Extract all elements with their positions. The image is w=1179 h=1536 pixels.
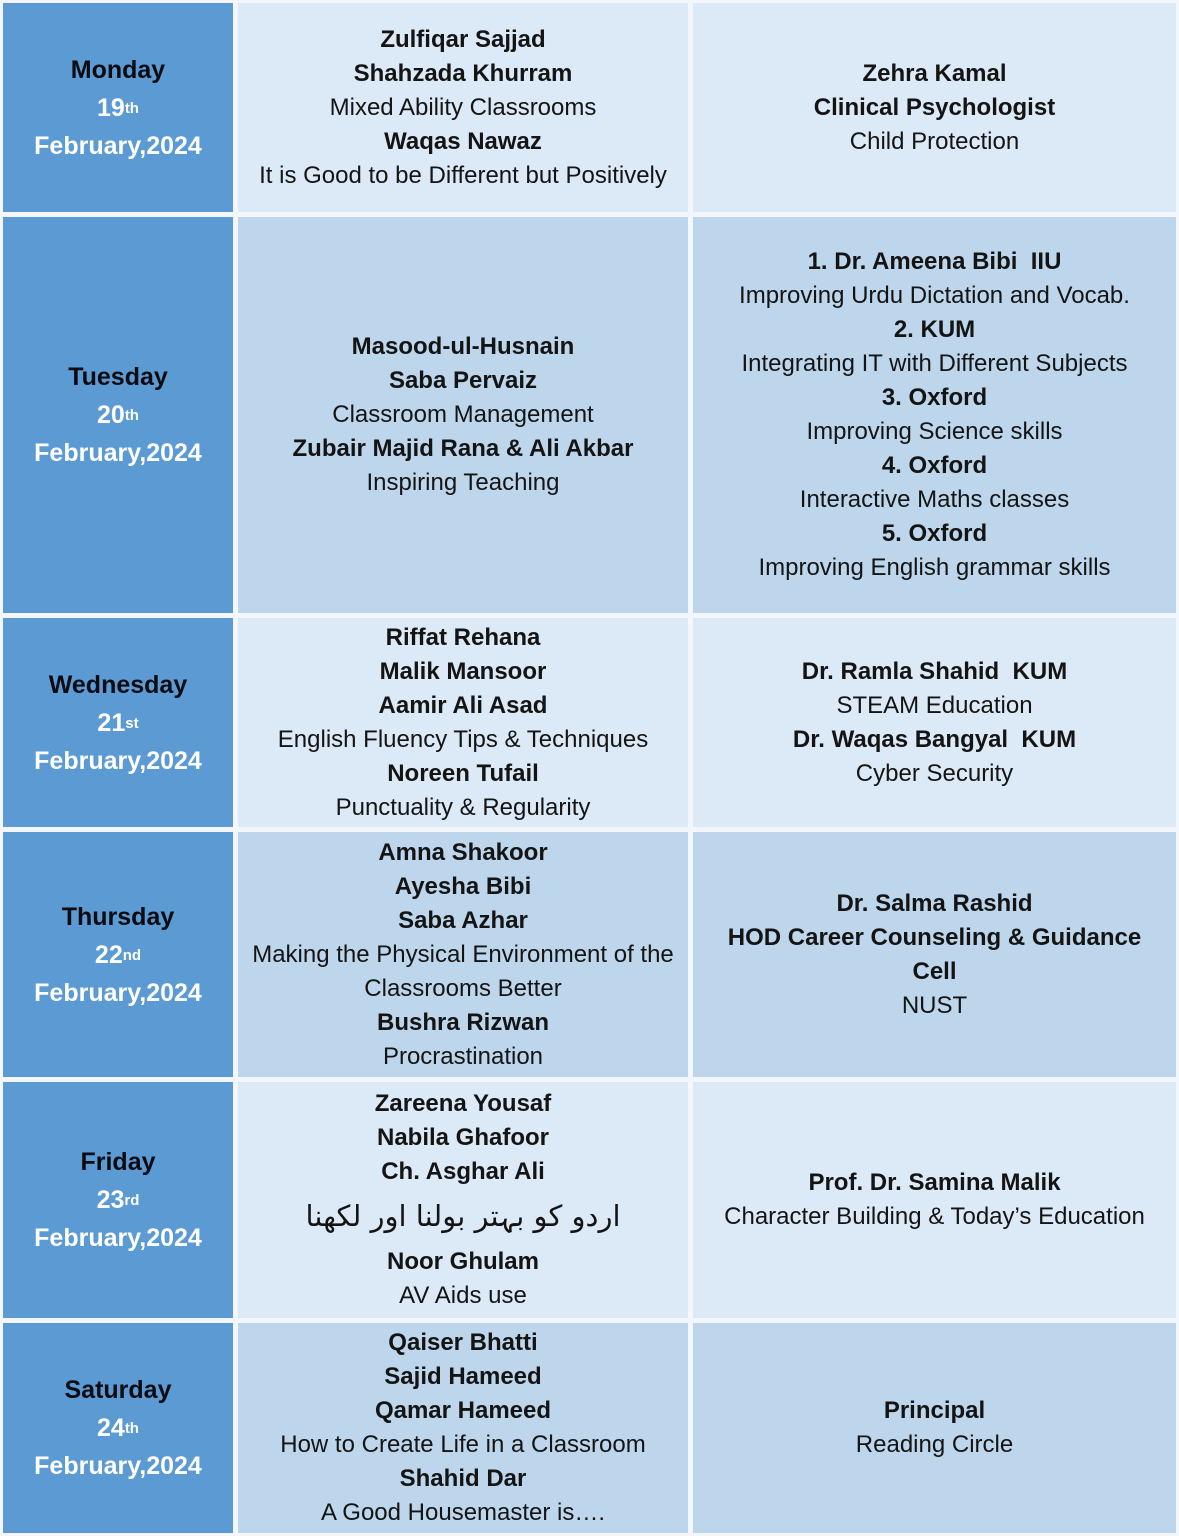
speaker-name: Aamir Ali Asad (378, 691, 548, 719)
speaker-name: Nabila Ghafoor (376, 1124, 550, 1151)
topic: Mixed Ability Classrooms (329, 93, 597, 121)
date-number: 24 (97, 1414, 125, 1442)
speaker-name: Saba Azhar (398, 906, 528, 934)
day-cell-saturday (3, 1323, 233, 1533)
speaker-name: Shahzada Khurram (353, 59, 573, 87)
speaker-name: Qamar Hameed (374, 1397, 552, 1424)
day-cell-thursday (3, 832, 233, 1077)
topic: Punctuality & Regularity (335, 793, 591, 821)
speaker-name: Shahid Dar (399, 1465, 527, 1492)
resource-person-name: Zehra Kamal (862, 59, 1007, 87)
speakers-topics-cell-tuesday (238, 217, 688, 613)
resource-person-name: Prof. Dr. Samina Malik (808, 1169, 1061, 1196)
speaker-name: Zubair Majid Rana & Ali Akbar (292, 435, 634, 462)
day-month-year: February,2024 (34, 1224, 202, 1252)
date-ordinal: nd (122, 946, 142, 964)
day-name: Saturday (64, 1376, 172, 1404)
day-month-year: February,2024 (34, 131, 202, 160)
resource-person-name: 1. Dr. Ameena Bibi IIU (807, 248, 1062, 275)
resource-person-name: Principal (883, 1397, 986, 1424)
day-cell-friday (3, 1082, 233, 1318)
speaker-name: Zareena Yousaf (374, 1090, 552, 1117)
date-ordinal: st (125, 714, 139, 732)
date-number: 22 (94, 940, 123, 969)
speaker-name: Riffat Rehana (385, 623, 541, 651)
speakers-topics-cell-saturday (238, 1323, 688, 1533)
topic: AV Aids use (399, 1282, 527, 1309)
topic: Cyber Security (855, 759, 1014, 787)
resource-person-name: 3. Oxford (881, 384, 988, 411)
day-date (97, 1181, 140, 1219)
speaker-name: Noor Ghulam (386, 1248, 539, 1275)
topic: STEAM Education (836, 691, 1033, 719)
day-date (97, 89, 139, 127)
speakers-topics-cell-friday (238, 1082, 688, 1318)
topic: Child Protection (849, 127, 1020, 155)
topic: English Fluency Tips & Techniques (277, 725, 649, 753)
speaker-name: Sajid Hameed (384, 1363, 542, 1390)
resource-person-cell-tuesday (693, 217, 1176, 613)
date-ordinal: th (124, 99, 139, 117)
speaker-name: Ch. Asghar Ali (381, 1158, 545, 1185)
topic: Reading Circle (855, 1431, 1014, 1458)
topic: Character Building & Today’s Education (724, 1203, 1145, 1230)
speaker-name: Saba Pervaiz (388, 367, 538, 394)
topic: Integrating IT with Different Subjects (741, 350, 1128, 377)
day-name: Wednesday (48, 670, 188, 699)
date-ordinal: th (124, 407, 139, 424)
day-cell-tuesday (3, 217, 233, 613)
day-name: Tuesday (68, 363, 168, 391)
topic: NUST (901, 991, 968, 1019)
resource-person-cell-saturday (693, 1323, 1176, 1533)
day-name: Thursday (61, 902, 175, 931)
resource-person-name: 5. Oxford (881, 520, 988, 547)
resource-person-title: Clinical Psychologist (813, 93, 1056, 121)
resource-person-cell-thursday (693, 832, 1176, 1077)
speaker-name: Masood-ul-Husnain (351, 333, 575, 360)
speaker-name: Noreen Tufail (387, 759, 539, 787)
resource-person-cell-wednesday (693, 618, 1176, 827)
resource-person-name: Dr. Waqas Bangyal KUM (792, 725, 1077, 753)
topic: Inspiring Teaching (366, 469, 560, 496)
topic: It is Good to be Different but Positively (259, 161, 667, 189)
day-cell-monday (3, 3, 233, 212)
day-month-year: February,2024 (34, 746, 202, 775)
topic-urdu: اردو کو بہتر بولنا اور لکھنا (305, 1199, 621, 1233)
date-number: 23 (96, 1186, 125, 1214)
date-number: 19 (97, 93, 125, 122)
topic: Classroom Management (332, 401, 594, 428)
speaker-name: Ayesha Bibi (394, 872, 532, 900)
topic: How to Create Life in a Classroom (280, 1431, 646, 1458)
day-month-year: February,2024 (34, 439, 202, 467)
day-name: Monday (70, 55, 166, 84)
topic: Making the Physical Environment of the Classrooms Better (252, 940, 674, 1002)
speakers-topics-cell-thursday (238, 832, 688, 1077)
resource-person-cell-friday (693, 1082, 1176, 1318)
day-date (97, 704, 138, 742)
resource-person-name: Dr. Salma Rashid (836, 889, 1033, 917)
speaker-name: Bushra Rizwan (376, 1008, 550, 1036)
speaker-name: Waqas Nawaz (384, 127, 542, 155)
resource-person-name: 2. KUM (893, 316, 976, 343)
date-ordinal: rd (124, 1192, 140, 1209)
day-date (95, 936, 141, 974)
speakers-topics-cell-wednesday (238, 618, 688, 827)
date-ordinal: th (124, 1420, 139, 1437)
resource-person-name: Dr. Ramla Shahid KUM (801, 657, 1068, 685)
date-number: 21 (97, 708, 126, 737)
topic: Improving English grammar skills (758, 554, 1111, 581)
topic: Procrastination (382, 1042, 544, 1070)
resource-person-title: HOD Career Counseling & Guidance Cell (727, 923, 1142, 985)
topic: Improving Urdu Dictation and Vocab. (739, 282, 1130, 309)
date-number: 20 (97, 401, 125, 429)
speaker-name: Malik Mansoor (379, 657, 547, 685)
topic: Interactive Maths classes (799, 486, 1070, 513)
day-month-year: February,2024 (34, 978, 202, 1007)
topic: Improving Science skills (806, 418, 1063, 445)
speaker-name: Qaiser Bhatti (388, 1329, 538, 1356)
day-name: Friday (80, 1148, 156, 1176)
day-cell-wednesday (3, 618, 233, 827)
topic: A Good Housemaster is…. (320, 1499, 606, 1526)
day-month-year: February,2024 (34, 1452, 202, 1480)
speakers-topics-cell-monday (238, 3, 688, 212)
speaker-name: Amna Shakoor (378, 838, 548, 866)
day-date (97, 396, 139, 434)
resource-person-name: 4. Oxford (881, 452, 988, 479)
resource-person-cell-monday (693, 3, 1176, 212)
speaker-name: Zulfiqar Sajjad (380, 25, 546, 53)
day-date (97, 1409, 139, 1447)
